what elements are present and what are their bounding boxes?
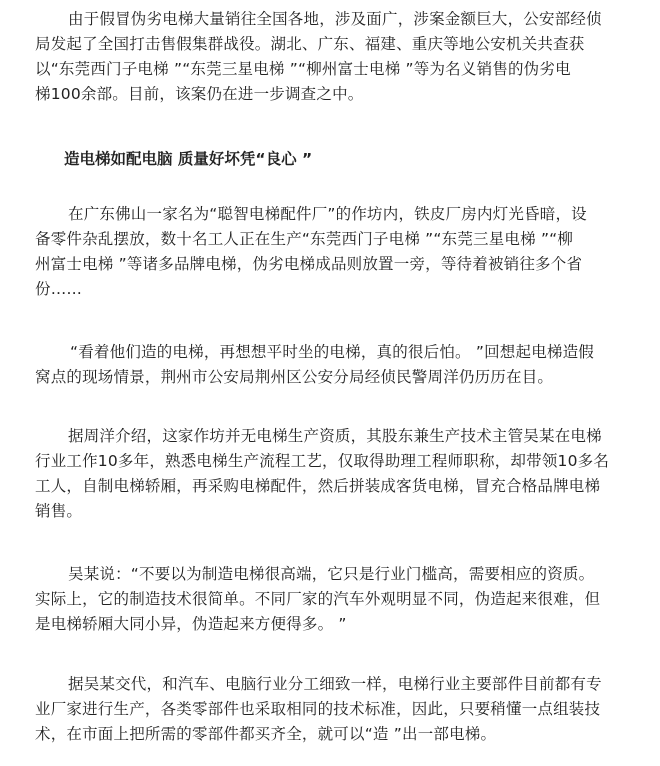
paragraph-line: 工人，自制电梯轿厢，再采购电梯配件，然后拼装成客货电梯，冒充合格品牌电梯	[35, 477, 601, 495]
paragraph-line: 由于假冒伪劣电梯大量销往全国各地，涉及面广，涉案金额巨大，公安部经侦	[68, 10, 602, 28]
paragraph-line: 术，在市面上把所需的零部件都买齐全，就可以“造 ”出一部电梯。	[35, 725, 497, 743]
paragraph-line: 吴某说：“不要以为制造电梯很高端，它只是行业门槛高，需要相应的资质。	[68, 565, 595, 583]
paragraph-line: 备零件杂乱摆放，数十名工人正在生产“东莞西门子电梯 ”“东莞三星电梯 ”“柳	[35, 230, 574, 248]
paragraph-line: 在广东佛山一家名为“聪智电梯配件厂”的作坊内，铁皮厂房内灯光昏暗，设	[68, 205, 587, 223]
paragraph-line: 窝点的现场情景，荆州市公安局荆州区公安分局经侦民警周洋仍历历在目。	[35, 368, 554, 386]
paragraph-line: 据吴某交代，和汽车、电脑行业分工细致一样，电梯行业主要部件目前都有专	[68, 675, 602, 693]
paragraph-6	[35, 672, 620, 747]
paragraph-5	[35, 562, 620, 637]
paragraph-line: 行业工作10多年，熟悉电梯生产流程工艺，仅取得助理工程师职称，却带领10多名	[35, 452, 610, 470]
paragraph-line: 以“东莞西门子电梯 ”“东莞三星电梯 ”“柳州富士电梯 ”等为名义销售的伪劣电	[35, 60, 571, 78]
paragraph-line: 销售。	[35, 502, 83, 520]
paragraph-line: 局发起了全国打击售假集群战役。湖北、广东、福建、重庆等地公安机关共查获	[35, 35, 585, 53]
paragraph-4	[35, 424, 620, 524]
paragraph-line: 梯100余部。目前，该案仍在进一步调查之中。	[35, 85, 364, 103]
paragraph-3	[35, 340, 620, 390]
paragraph-line: 是电梯轿厢大同小异，伪造起来方便得多。 ”	[35, 615, 347, 633]
paragraph-line: 份……	[35, 280, 83, 298]
paragraph-line: 实际上，它的制造技术很简单。不同厂家的汽车外观明显不同，伪造起来很难，但	[35, 590, 601, 608]
paragraph-2	[35, 202, 620, 302]
paragraph-line: 州富士电梯 ”等诸多品牌电梯，伪劣电梯成品则放置一旁，等待着被销往多个省	[35, 255, 583, 273]
paragraph-line: “看着他们造的电梯，再想想平时坐的电梯，真的很后怕。 ”回想起电梯造假	[70, 343, 594, 361]
paragraph-line: 业厂家进行生产，各类零部件也采取相同的技术标准，因此，只要稍懂一点组装技	[35, 700, 601, 718]
paragraph-1	[35, 7, 620, 107]
section-heading: 造电梯如配电脑 质量好坏凭“良心 ”	[64, 150, 313, 168]
paragraph-line: 据周洋介绍，这家作坊并无电梯生产资质，其股东兼生产技术主管吴某在电梯	[68, 427, 602, 445]
